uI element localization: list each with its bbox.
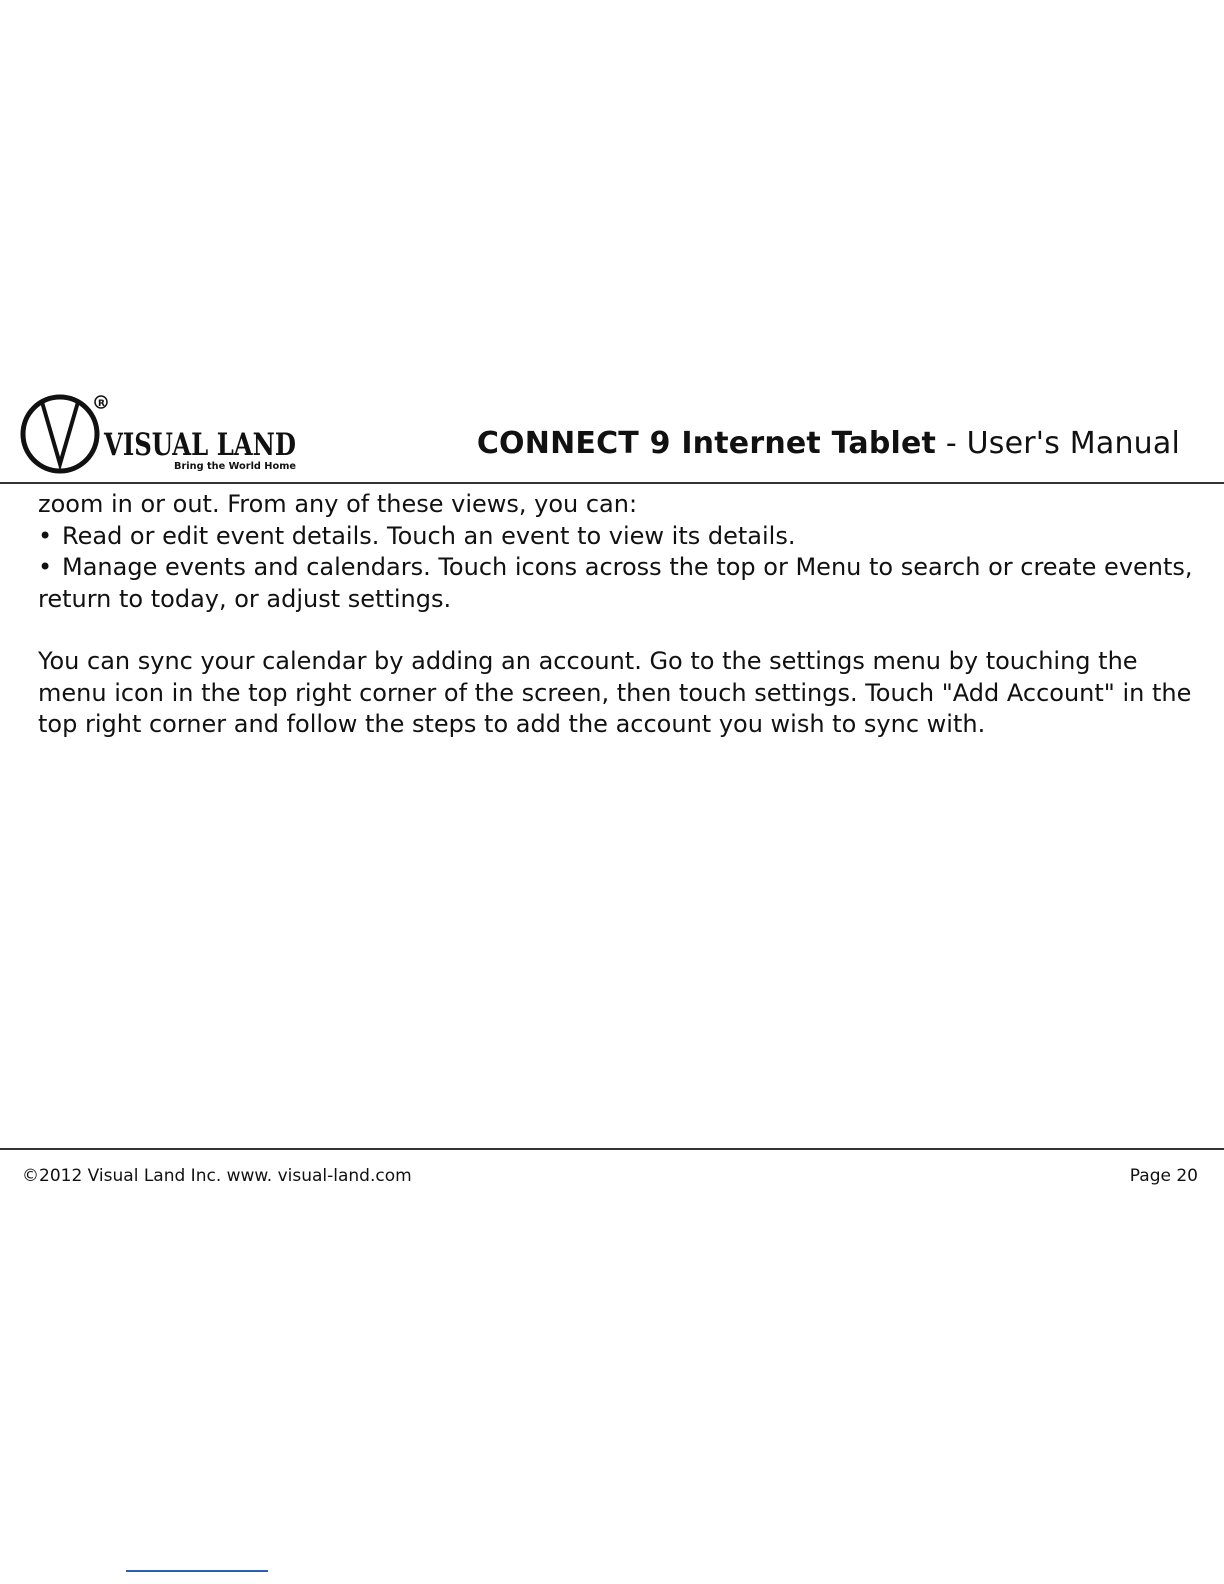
footer-copyright: ©2012 Visual Land Inc. www. visual-land.com <box>22 1166 412 1186</box>
page-body <box>38 489 1198 741</box>
bullet-dot: • <box>38 521 53 550</box>
header-divider <box>0 482 1224 484</box>
svg-text:Bring the World Home: Bring the World Home <box>174 461 297 472</box>
visual-land-logo <box>20 388 320 480</box>
bullet-item-manage <box>38 552 1198 615</box>
sync-paragraph: You can sync your calendar by adding an account. Go to the settings menu by touching the menu icon in the top right corner of the screen, then touch settings. Touch "Add Account" in the top right corner and follow the steps to add the account you wish to sync with. <box>38 647 1192 738</box>
bullet-text: Read or edit event details. Touch an event to view its details. <box>62 521 796 550</box>
bullet-dot: • <box>38 553 53 581</box>
manual-label: User's Manual <box>966 426 1180 461</box>
decorative-line <box>126 1570 268 1572</box>
document-title <box>477 426 1180 461</box>
footer-divider <box>0 1148 1224 1150</box>
bullet-item-read-edit <box>38 521 1198 553</box>
title-separator: - <box>936 426 967 461</box>
page-number: Page 20 <box>1129 1166 1198 1186</box>
svg-text:R: R <box>98 399 105 409</box>
paragraph-spacer <box>38 615 1198 646</box>
svg-text:VISUAL LAND: VISUAL LAND <box>103 427 296 463</box>
bullet-text: Manage events and calendars. Touch icons across the top or Menu to search or create events, return to today, or adjust settings. <box>38 553 1193 613</box>
visual-land-logo-icon <box>20 388 320 480</box>
product-name: CONNECT 9 Internet Tablet <box>476 426 937 461</box>
intro-text: zoom in or out. From any of these views, you can: <box>38 490 638 518</box>
page-header <box>0 384 1224 484</box>
